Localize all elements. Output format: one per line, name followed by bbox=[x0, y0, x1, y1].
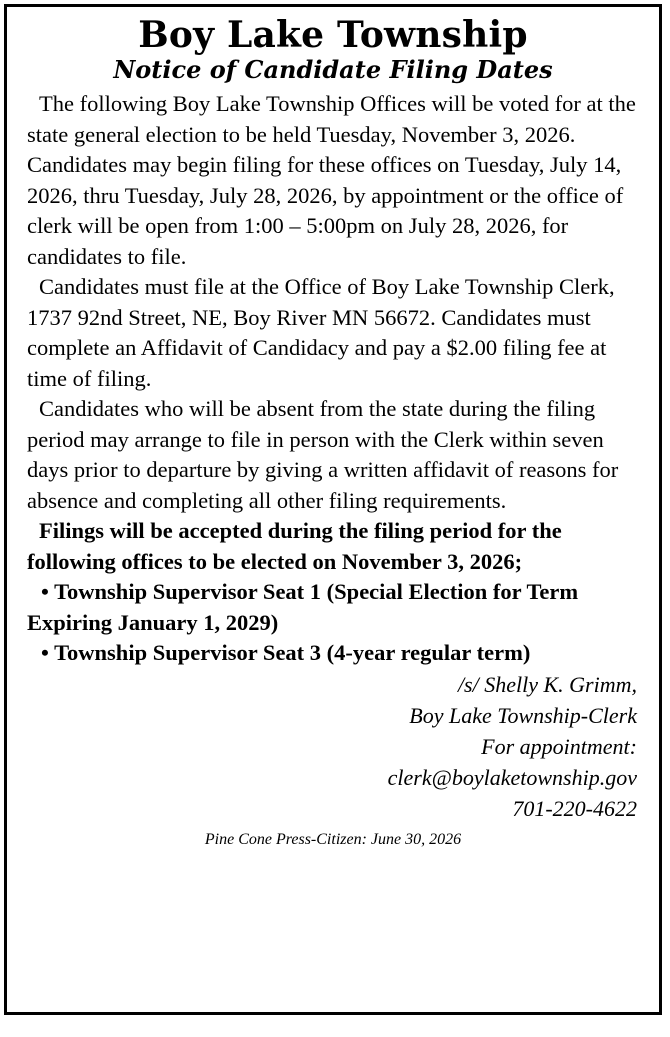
office-list-item: • Township Supervisor Seat 3 (4-year regular term) bbox=[41, 640, 531, 665]
legal-notice bbox=[4, 4, 662, 1015]
paragraph-absent-candidates: Candidates who will be absent from the state during the filing period may arrange to file in person with the Clerk within seven days prior to departure by giving a written affidavit of reasons for absence and completing all other filing requirements. bbox=[27, 396, 619, 513]
notice-title: Boy Lake Township bbox=[138, 14, 528, 56]
paragraph-election-dates: The following Boy Lake Township Offices will be voted for at the state general election to be held Tuesday, November 3, 2026. Candidates may begin filing for these offices on Tuesday, July 14, 2026, thru Tuesday, July 28, 2026, by appointment or the office of clerk will be open from 1:00 – 5:00pm on July 28, 2026, for candidates to file. bbox=[27, 91, 636, 269]
clerk-name: /s/ Shelly K. Grimm, bbox=[457, 671, 637, 697]
office-list-item: • Township Supervisor Seat 1 (Special Election for Term Expiring January 1, 2029) bbox=[27, 579, 579, 635]
notice-subtitle: Notice of Candidate Filing Dates bbox=[113, 55, 553, 84]
paragraph-filing-location: Candidates must file at the Office of Boy Lake Township Clerk, 1737 92nd Street, NE, Boy River MN 56672. Candidates must complete an Affidavit of Candidacy and pay a $2.00 filing fee at time of filing. bbox=[27, 274, 615, 391]
clerk-title: Boy Lake Township-Clerk bbox=[409, 702, 637, 728]
signature-block bbox=[27, 669, 639, 824]
paragraph-offices-intro: Filings will be accepted during the filing period for the following offices to be elected on November 3, 2026; bbox=[27, 518, 562, 574]
clerk-email: clerk@boylaketownship.gov bbox=[387, 764, 637, 790]
clerk-phone: 701-220-4622 bbox=[512, 795, 637, 821]
appointment-label: For appointment: bbox=[481, 733, 637, 759]
publication-credit: Pine Cone Press-Citizen: June 30, 2026 bbox=[204, 830, 462, 848]
